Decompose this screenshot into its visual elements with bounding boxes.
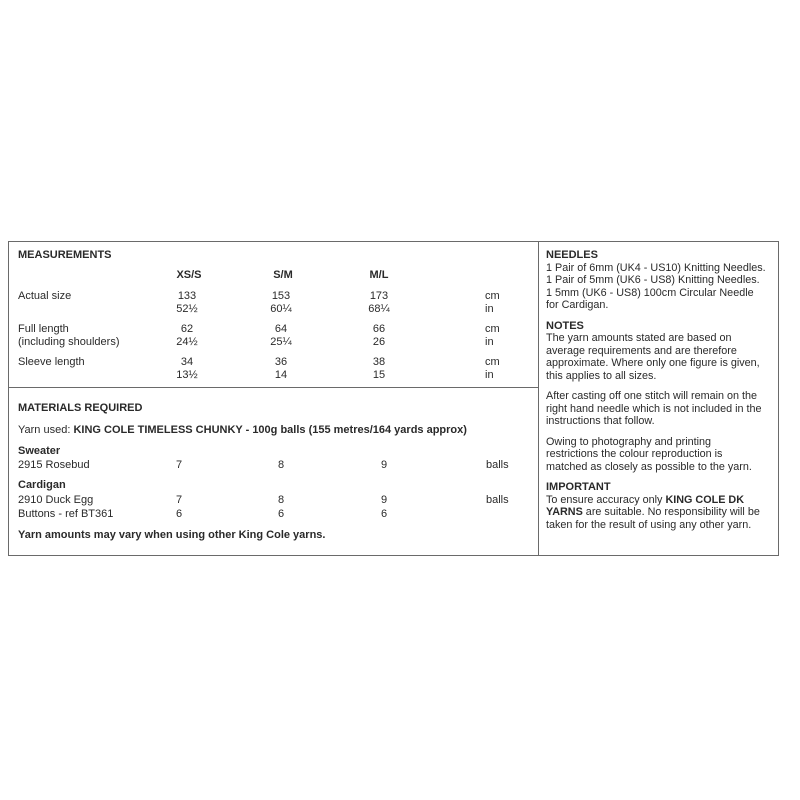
sweater-title: Sweater [18,445,61,457]
cell-value: 60¼ [270,303,292,315]
important-brand: KING COLE DK [665,493,745,506]
cell-value: 14 [274,369,288,381]
yarn-used [18,424,467,437]
important-heading: IMPORTANT [546,481,611,493]
notes-line: instructions that follow. [546,415,655,427]
cell-value: 6 [380,508,388,520]
cell-value: 8 [277,494,285,506]
unit-balls: balls [486,494,509,506]
cardigan-item: 2910 Duck Egg [18,494,94,506]
section-divider [9,387,538,388]
needles-line: 1 5mm (UK6 - US8) 100cm Circular Needle [546,286,754,299]
sweater-item: 2915 Rosebud [18,459,90,471]
cell-value: 25¼ [270,336,292,348]
notes-line: restrictions the colour reproduction is [546,448,723,460]
cardigan-title: Cardigan [18,479,66,491]
important-line: taken for the result of using any other yarn. [546,518,752,531]
notes-line: After casting off one stitch will remain on the [546,390,758,402]
notes-line: this applies to all sizes. [546,369,657,382]
measurements-heading: MEASUREMENTS [18,249,112,261]
notes-line: The yarn amounts stated are based on [546,332,732,344]
yarn-note: Yarn amounts may vary when using other King Cole yarns. [18,529,326,541]
unit-cm: cm [485,290,500,302]
size-header-xs-s: XS/S [176,269,202,281]
cell-value: 7 [175,494,183,506]
cell-value: 7 [175,459,183,471]
notes-heading: NOTES [546,319,584,332]
yarn-used-prefix: Yarn used: [18,424,74,436]
notes-line: right hand needle which is not included in the [546,402,762,415]
cell-value: 8 [277,459,285,471]
important-text: To ensure accuracy only [546,493,666,506]
unit-in: in [485,336,494,348]
cell-value: 9 [380,494,388,506]
unit-in: in [485,303,494,315]
row-label-sleeve-length: Sleeve length [18,356,85,368]
cell-value: 34 [180,356,194,368]
cell-value: 64 [274,323,288,335]
needles-line: for Cardigan. [546,299,609,311]
right-column [546,249,776,531]
column-divider [538,242,539,555]
cell-value: 133 [177,290,197,302]
cell-value: 24½ [176,336,198,348]
cell-value: 36 [274,356,288,368]
important-text: are suitable. No responsibility will be [582,506,760,518]
needles-heading: NEEDLES [546,249,598,261]
unit-cm: cm [485,323,500,335]
cell-value: 68¼ [368,303,390,315]
needles-line: 1 Pair of 6mm (UK4 - US10) Knitting Needles. [546,261,766,274]
notes-line: average requirements and are therefore [546,344,737,357]
cell-value: 153 [271,290,291,302]
cell-value: 6 [277,508,285,520]
needles-line: 1 Pair of 5mm (UK6 - US8) Knitting Needles. [546,274,760,286]
row-label-full-length-sub: (including shoulders) [18,336,120,348]
buttons-item: Buttons - ref BT361 [18,508,114,520]
cell-value: 66 [372,323,386,335]
cell-value: 6 [175,508,183,520]
materials-heading: MATERIALS REQUIRED [18,402,143,414]
notes-line: approximate. Where only one figure is given, [546,357,760,369]
unit-cm: cm [485,356,500,368]
important-line [546,506,776,519]
cell-value: 62 [180,323,194,335]
row-label-actual-size: Actual size [18,290,72,302]
cell-value: 26 [372,336,386,348]
row-label-full-length: Full length [18,323,69,335]
important-brand: YARNS [546,506,583,518]
cell-value: 13½ [176,369,198,381]
size-header-m-l: M/L [369,269,389,281]
cell-value: 15 [372,369,386,381]
unit-in: in [485,369,494,381]
size-header-s-m: S/M [273,269,293,281]
pattern-info-table [8,241,779,556]
notes-line: Owing to photography and printing [546,435,712,448]
cell-value: 173 [369,290,389,302]
cell-value: 38 [372,356,386,368]
cell-value: 9 [380,459,388,471]
important-line [546,494,776,507]
unit-balls: balls [486,459,509,471]
cell-value: 52½ [176,303,198,315]
yarn-name: KING COLE TIMELESS CHUNKY - 100g balls (155 metres/164 yards approx) [73,424,467,436]
notes-line: matched as closely as possible to the yarn. [546,460,752,473]
